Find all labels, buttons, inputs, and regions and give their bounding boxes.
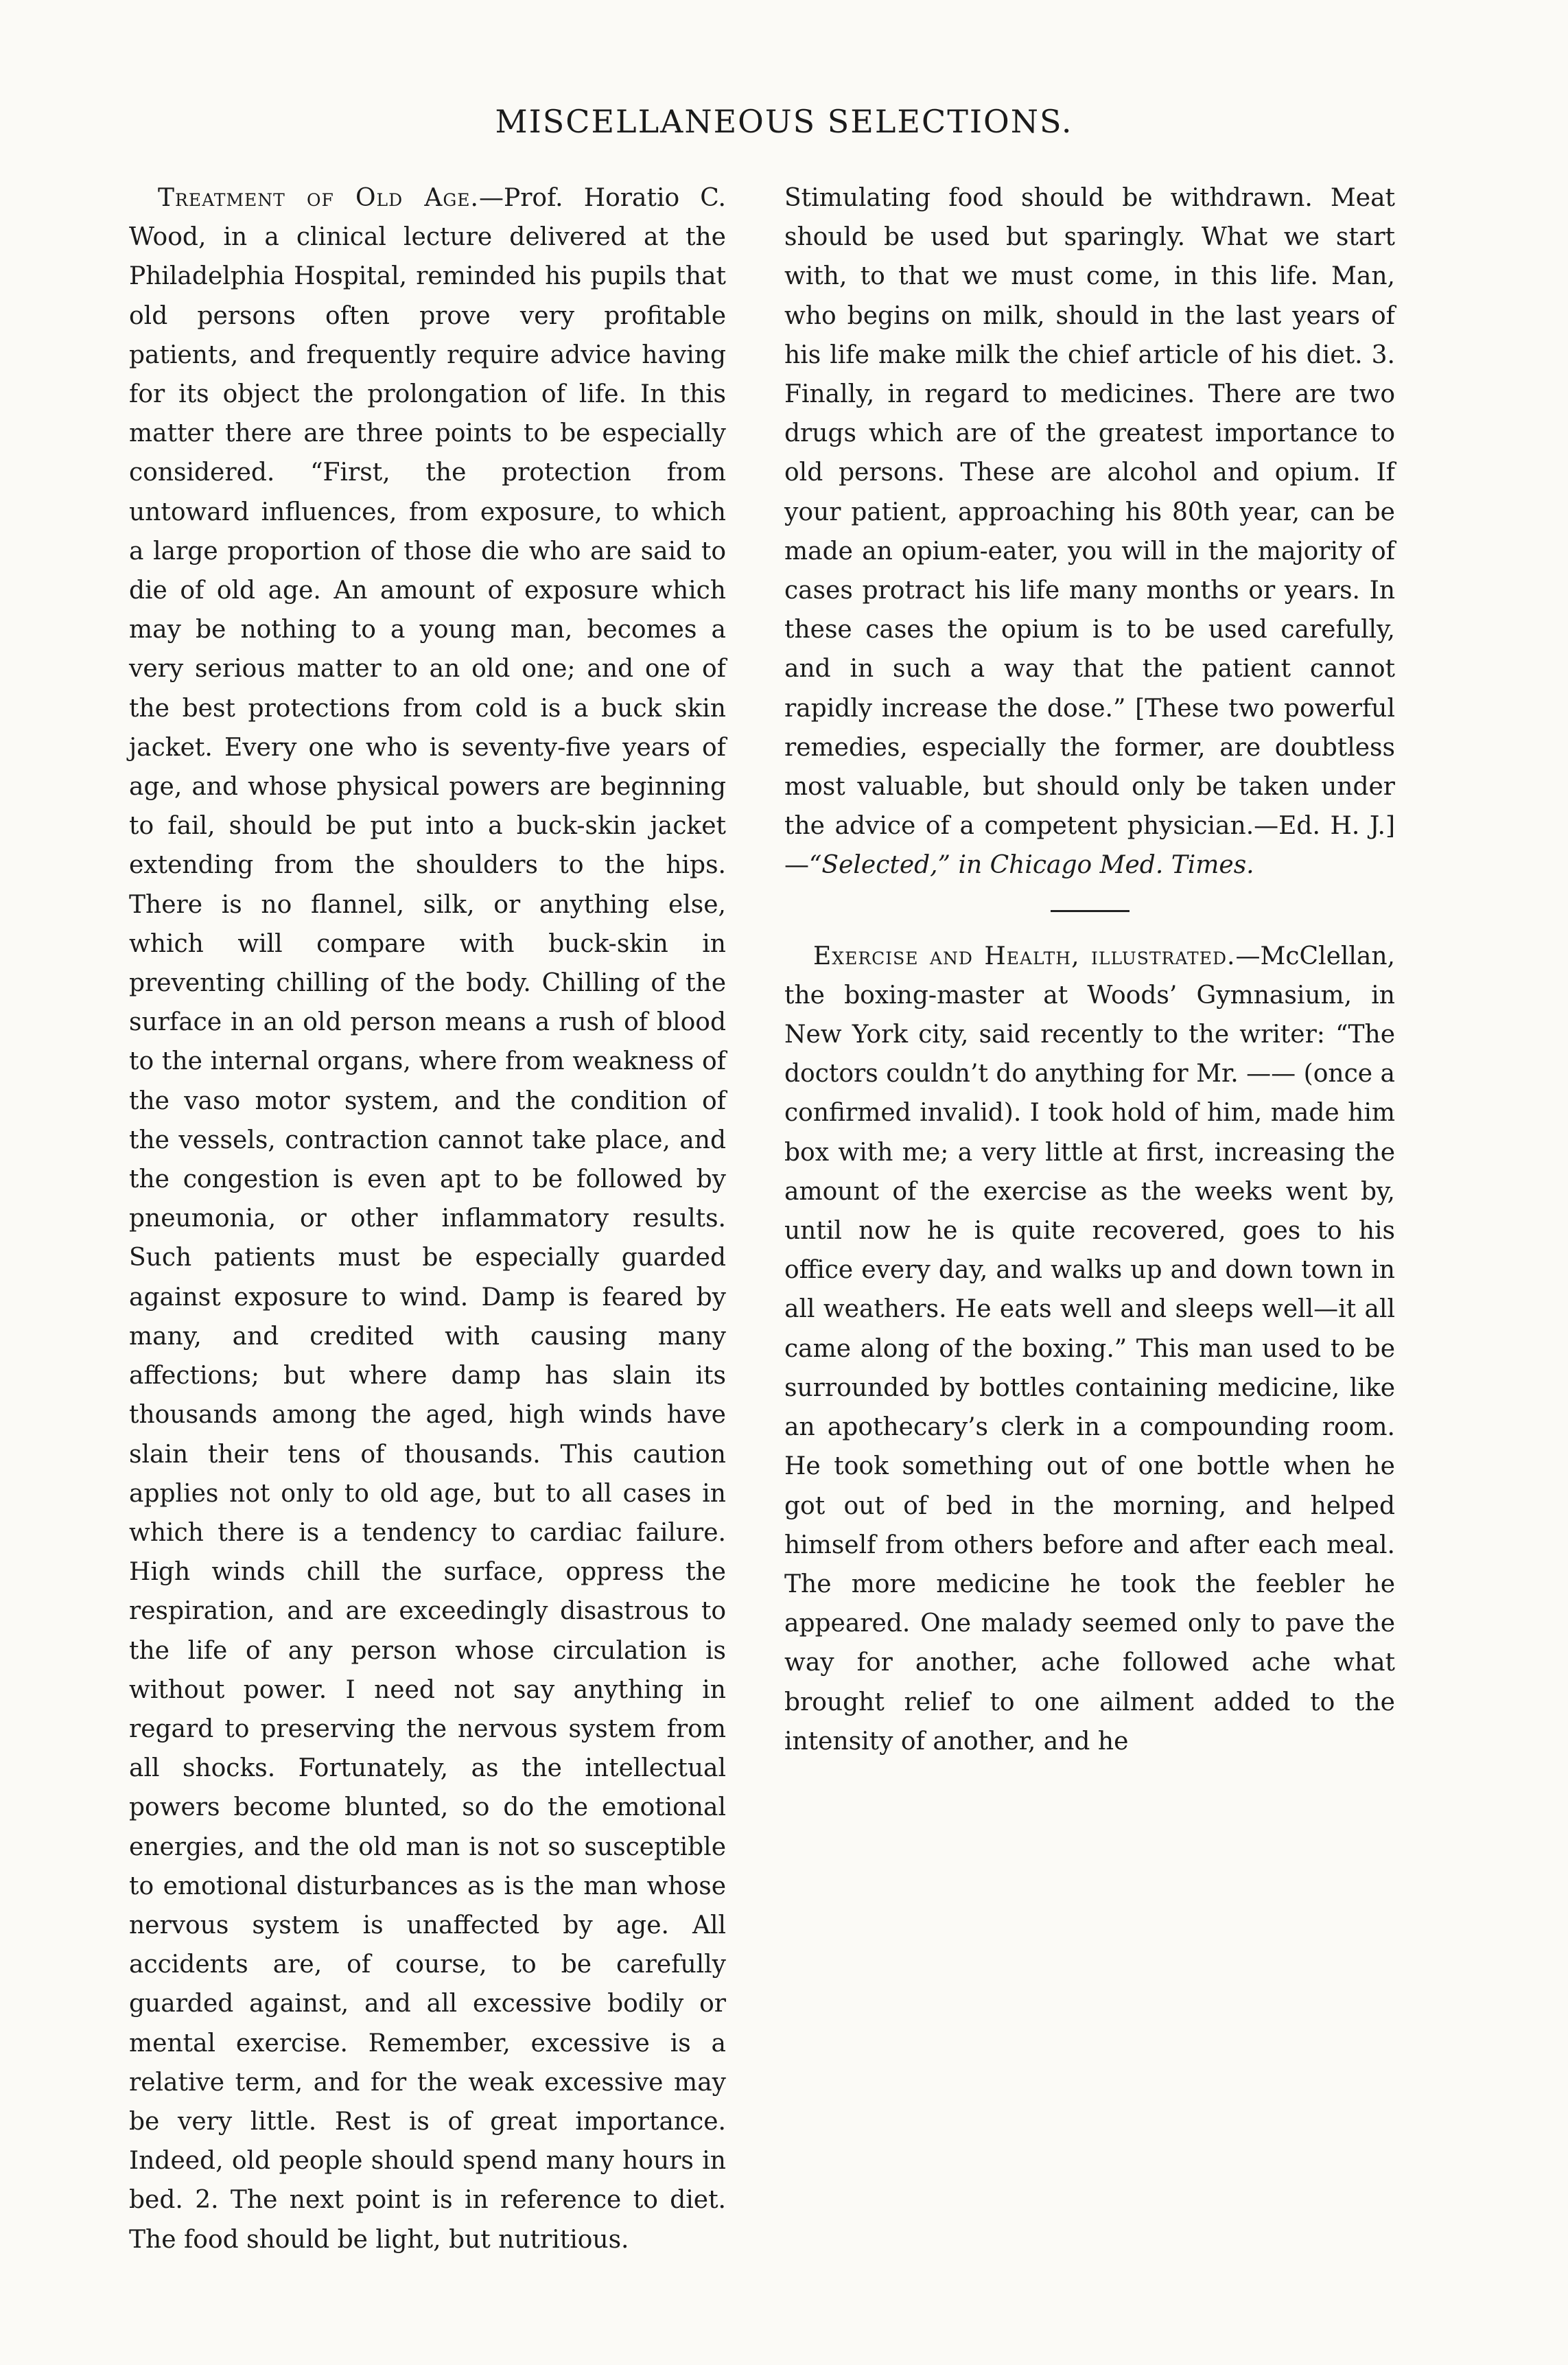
article-body: —McClellan, the boxing-master at Woods’ Gymnasium, in New York city, said recently to the writer: “The doctors couldn’t do anything for Mr. —— (once a confirmed invalid). I took hold of him, made him box with me; a very little at first, increasing the amount of the exercise as the weeks went by, until now he is quite recovered, goes to his office every day, and walks up and down town in all weathers. He eats well and sleeps well—it all came along of the boxing.” This man used to be surrounded by bottles containing medicine, like an apothecary’s clerk in a compounding room. He took something out of one bottle when he got out of bed in the morning, and helped himself from others before and after each meal. The more medicine he took the feebler he appeared. One malady seemed only to pave the way for another, ache followed ache what brought relief to one ailment added to the intensity of another, and he — [784, 942, 1395, 1756]
left-column — [129, 178, 726, 2259]
article-treatment-of-old-age — [129, 178, 726, 2259]
section-divider — [1051, 910, 1130, 912]
article-body-continued-text: Stimulating food should be withdrawn. Meat should be used but sparingly. What we start with, to that we must come, in this life. Man, who begins on milk, should in the last years of his life make milk the chief article of his diet. 3. Finally, in regard to medicines. There are two drugs which are of the greatest importance to old persons. These are alcohol and opium. If your patient, approaching his 80th year, can be made an opium-eater, you will in the majority of cases protract his life many months or years. In these cases the opium is to be used carefully, and in such a way that the patient cannot rapidly increase the dose.” [These two powerful remedies, especially the former, are doubtless most valuable, but should only be taken under the advice of a competent physician.—Ed. H. J.]— — [784, 184, 1395, 880]
article-heading: Treatment of Old Age. — [158, 184, 479, 212]
article-body-continued — [784, 178, 1395, 885]
article-heading: Exercise and Health, illustrated. — [813, 942, 1236, 970]
right-column — [784, 178, 1395, 1761]
article-body: —Prof. Horatio C. Wood, in a clinical lecture delivered at the Philadelphia Hospital, reminded his pupils that old persons often prove very profitable patients, and frequently require advice having for its object the prolongation of life. In this matter there are three points to be especially considered. “First, the protection from untoward influences, from exposure, to which a large proportion of those die who are said to die of old age. An amount of exposure which may be nothing to a young man, becomes a very serious matter to an old one; and one of the best protections from cold is a buck skin jacket. Every one who is seventy-five years of age, and whose physical powers are beginning to fail, should be put into a buck-skin jacket extending from the shoulders to the hips. There is no flannel, silk, or anything else, which will compare with buck-skin in preventing chilling of the body. Chilling of the surface in an old person means a rush of blood to the internal organs, where from weakness of the vaso motor system, and the condition of the vessels, contraction cannot take place, and the congestion is even apt to be followed by pneumonia, or other inflammatory results. Such patients must be especially guarded against exposure to wind. Damp is feared by many, and credited with causing many affections; but where damp has slain its thousands among the aged, high winds have slain their tens of thousands. This caution applies not only to old age, but to all cases in which there is a tendency to cardiac failure. High winds chill the surface, oppress the respiration, and are exceedingly disastrous to the life of any person whose circulation is without power. I need not say anything in regard to preserving the nervous system from all shocks. Fortunately, as the intellectual powers become blunted, so do the emotional energies, and the old man is not so susceptible to emotional disturbances as is the man whose nervous system is unaffected by age. All accidents are, of course, to be carefully guarded against, and all excessive bodily or mental exercise. Remember, excessive is a relative term, and for the weak excessive may be very little. Rest is of great importance. Indeed, old people should spend many hours in bed. 2. The next point is in reference to diet. The food should be light, but nutritious. — [129, 184, 726, 2254]
article-source: “Selected,” in Chicago Med. Times. — [809, 851, 1254, 880]
article-exercise-and-health — [784, 937, 1395, 1761]
page-title: MISCELLANEOUS SELECTIONS. — [495, 103, 1073, 140]
